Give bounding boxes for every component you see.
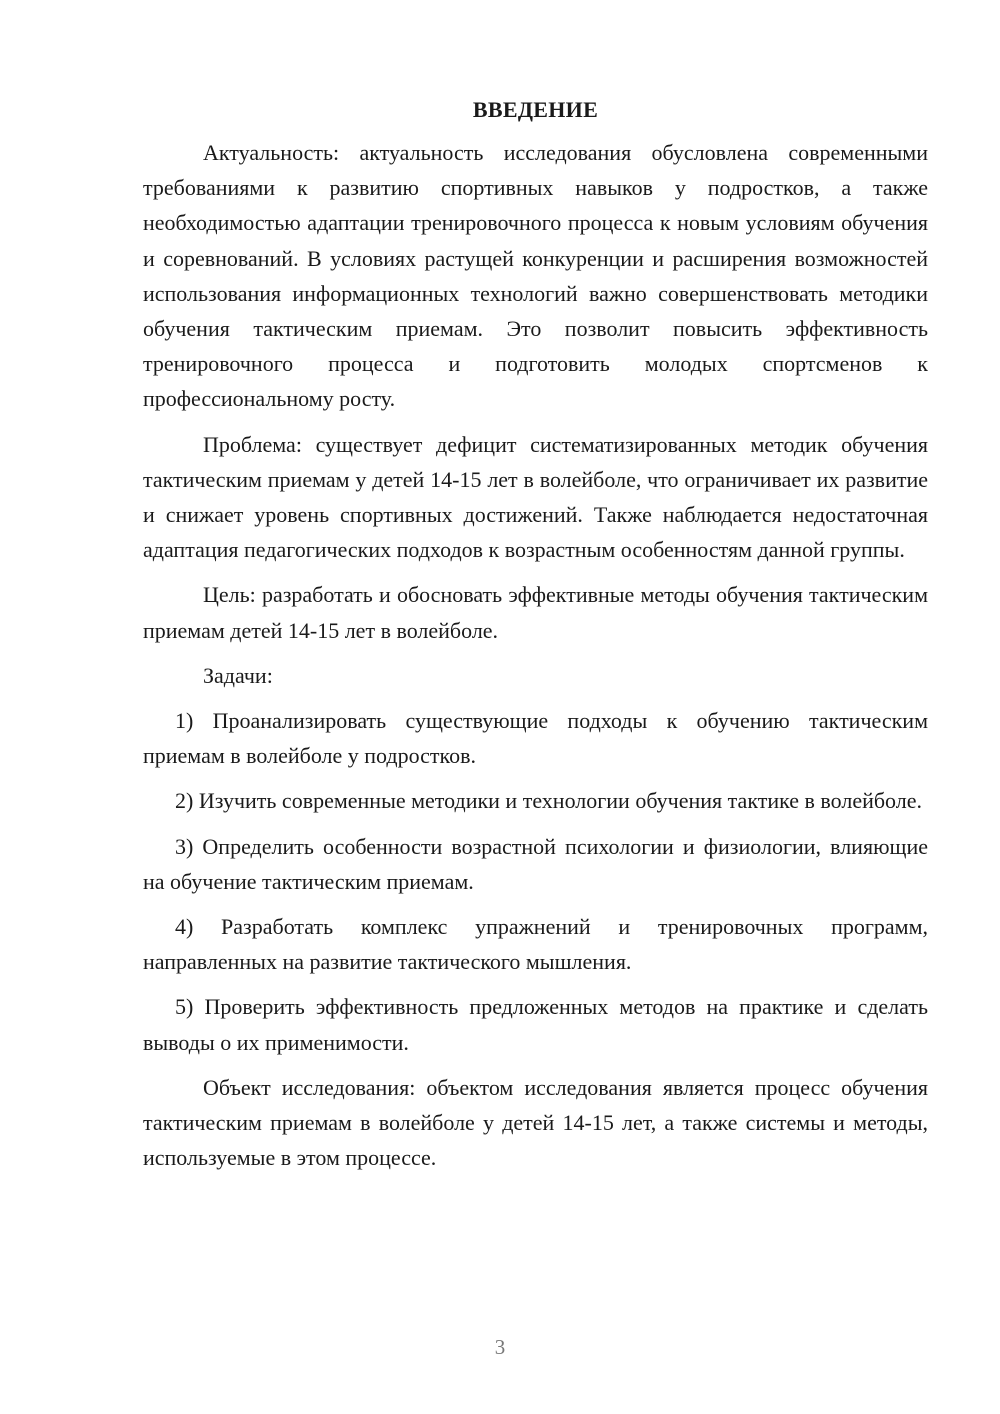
object-paragraph: Объект исследования: объектом исследования является процесс обучения тактическим приемам в волейболе у детей 14-15 лет, а также системы и методы, используемые в этом процессе. xyxy=(143,1074,928,1171)
task-item-1: 1) Проанализировать существующие подходы к обучению тактическим приемам в волейболе у подростков. xyxy=(143,708,928,769)
tasks-heading: Задачи: xyxy=(203,662,273,688)
task-item-4: 4) Разработать комплекс упражнений и тренировочных программ, направленных на развитие тактического мышления. xyxy=(143,914,928,975)
page-content xyxy=(143,95,928,1175)
goal-paragraph: Цель: разработать и обосновать эффективные методы обучения тактическим приемам детей 14-15 лет в волейболе. xyxy=(143,582,928,643)
relevance-paragraph: Актуальность: актуальность исследования обусловлена современными требованиями к развитию спортивных навыков у подростков, а также необходимостью адаптации тренировочного процесса к новым условиям обучения и соревнований. В условиях растущей конкуренции и расширения возможностей использования информационных технологий важно совершенствовать методики обучения тактическим приемам. Это позволит повысить эффективность тренировочного процесса и подготовить молодых спортсменов к профессиональному росту. xyxy=(143,140,928,412)
page-number: 3 xyxy=(494,1335,506,1359)
problem-paragraph: Проблема: существует дефицит систематизированных методик обучения тактическим приемам у детей 14-15 лет в волейболе, что ограничивает их развитие и снижает уровень спортивных достижений. Также наблюдается недостаточная адаптация педагогических подходов к возрастным особенностям данной группы. xyxy=(143,431,928,563)
task-item-2: 2) Изучить современные методики и технологии обучения тактике в волейболе. xyxy=(175,788,923,814)
task-item-5: 5) Проверить эффективность предложенных методов на практике и сделать выводы о их применимости. xyxy=(143,994,928,1055)
section-title: ВВЕДЕНИЕ xyxy=(472,97,599,122)
task-item-3: 3) Определить особенности возрастной психологии и физиологии, влияющие на обучение тактическим приемам. xyxy=(143,833,928,894)
